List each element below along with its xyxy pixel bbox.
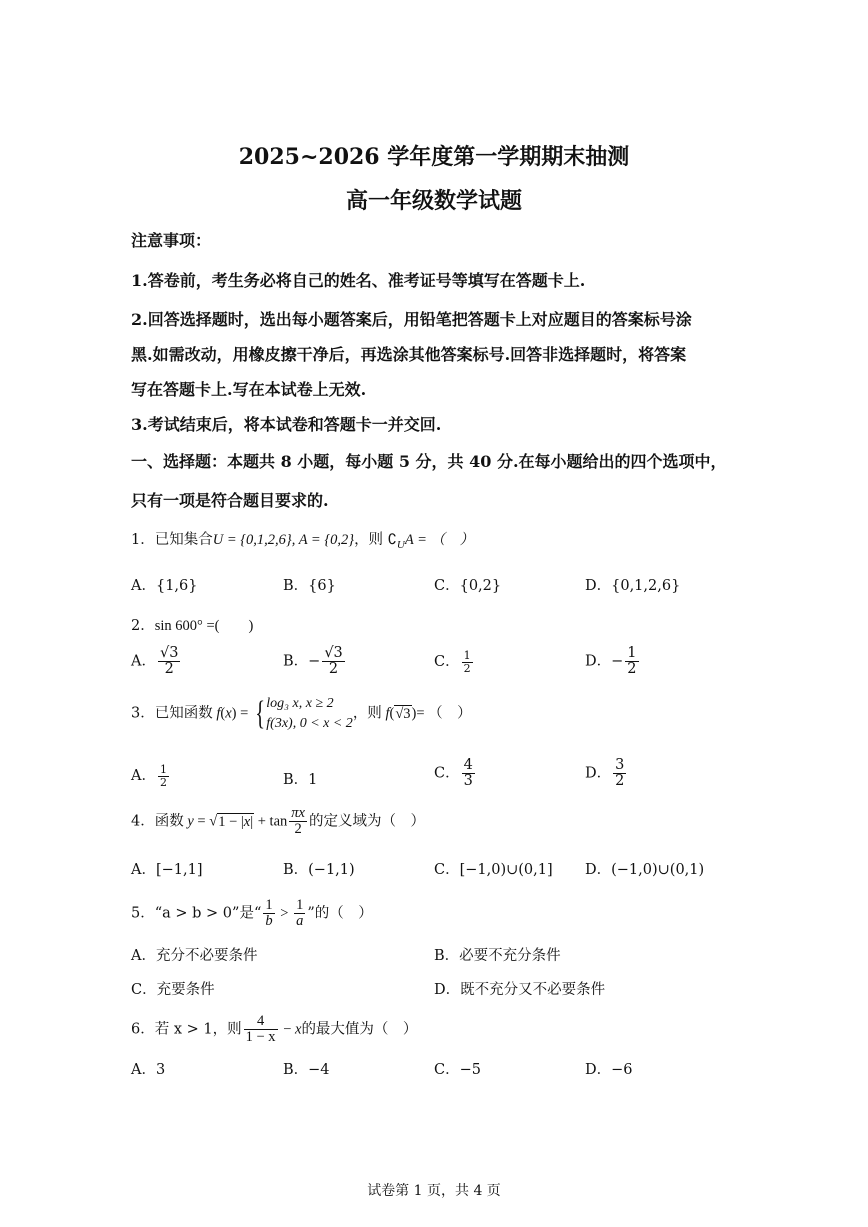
option-d[interactable]: D．(−1,0)∪(0,1) — [585, 862, 705, 878]
numerator: 4 — [463, 757, 473, 773]
denominator: 2 — [627, 661, 637, 678]
question-3: 3．已知函数 f(x) = { log₃ x, x ≥ 2 f(3x), 0 < x < 2 ，则 f(√3)= （ ） — [131, 694, 472, 732]
option-b[interactable]: B．1 — [283, 772, 318, 788]
note-1: 1.答卷前，考生务必将自己的姓名、准考证号等填写在答题卡上. — [131, 271, 586, 290]
question-number: 5． — [131, 905, 155, 922]
exam-title: 2025~2026 学年度第一学期期末抽测 — [238, 144, 630, 170]
numerator: 1 — [159, 763, 167, 776]
note-2a: 2.回答选择题时，选出每小题答案后，用铅笔把答题卡上对应题目的答案标号涂 — [131, 310, 692, 329]
question-number: 1． — [131, 532, 155, 548]
option-label: C． — [434, 765, 460, 782]
note-3: 3.考试结束后，将本试卷和答题卡一并交回. — [131, 415, 442, 434]
page-footer: 试卷第 1 页，共 4 页 — [367, 1183, 501, 1199]
question-tail-2: A = （ ） — [404, 532, 474, 548]
fraction — [158, 764, 169, 788]
section-heading-2: 只有一项是符合题目要求的. — [131, 491, 329, 510]
fraction — [462, 650, 473, 674]
case-2: f(3x), 0 < x < 2 — [266, 715, 353, 731]
question-expression: U = {0,1,2,6}, A = {0,2} — [212, 532, 355, 548]
option-c[interactable]: C．−5 — [434, 1062, 481, 1078]
question-6: 6．若 x > 1，则 $\frac{4}{1 - x}$ − x的最大值为（ ） — [131, 1013, 418, 1046]
piecewise-cases — [266, 694, 353, 733]
fraction — [263, 898, 274, 929]
option-a[interactable] — [131, 646, 182, 677]
numerator: √3 — [159, 645, 179, 661]
numerator: 1 — [463, 649, 471, 662]
option-a[interactable]: A．{1,6} — [131, 578, 198, 594]
question-2 — [131, 614, 253, 635]
left-brace: { — [255, 694, 265, 732]
denominator: 3 — [463, 773, 473, 790]
option-b[interactable]: B．(−1,1) — [283, 862, 355, 878]
option-label: D． — [585, 765, 612, 782]
question-tail: 的最大值为（ ） — [301, 1021, 418, 1038]
option-label: A． — [131, 768, 156, 785]
option-label: A． — [131, 653, 156, 670]
option-a[interactable]: A．充分不必要条件 — [131, 948, 258, 964]
option-b[interactable]: B．−4 — [283, 1062, 330, 1078]
denominator: 2 — [294, 821, 302, 838]
denominator: 1 − x — [245, 1029, 276, 1046]
question-number: 6． — [131, 1021, 155, 1038]
numerator: πx — [291, 805, 305, 821]
note-2c: 写在答题卡上.写在本试卷上无效. — [131, 380, 367, 399]
denominator: b — [265, 913, 273, 930]
numerator: √3 — [324, 645, 343, 661]
option-c[interactable] — [434, 758, 477, 789]
option-d[interactable]: D．既不充分又不必要条件 — [434, 982, 606, 998]
option-a[interactable]: A．[−1,1] — [131, 862, 203, 878]
question-number: 3． — [131, 705, 155, 722]
option-c[interactable]: C．{0,2} — [434, 578, 502, 594]
section-heading-1: 一、选择题：本题共 8 小题，每小题 5 分，共 40 分.在每小题给出的四个选项中， — [131, 452, 727, 471]
denominator: 2 — [615, 773, 625, 790]
denominator: 2 — [164, 661, 174, 678]
fraction — [289, 806, 307, 837]
option-a[interactable] — [131, 764, 171, 788]
note-2b: 黑.如需改动，用橡皮擦干净后，再选涂其他答案标号.回答非选择题时，将答案 — [131, 345, 687, 364]
fraction — [158, 646, 180, 677]
exam-subtitle: 高一年级数学试题 — [345, 188, 522, 214]
question-post: ”的（ ） — [307, 905, 373, 922]
option-b[interactable] — [283, 646, 347, 677]
numerator: 1 — [296, 897, 304, 913]
denominator: a — [296, 913, 304, 930]
denominator: 2 — [328, 661, 339, 678]
option-b[interactable]: B．{6} — [283, 578, 336, 594]
option-d[interactable] — [585, 646, 641, 677]
fraction — [613, 758, 626, 789]
numerator: 3 — [615, 757, 625, 773]
subscript: U — [396, 538, 405, 551]
option-b[interactable]: B．必要不充分条件 — [434, 948, 561, 964]
sqrt-expression: √3 — [395, 705, 411, 722]
fraction — [244, 1014, 278, 1045]
question-4: 4．函数 y = √1 − |x| + tan $\frac{\pi x}{2}$ 的定义域为（ ） — [131, 805, 425, 838]
option-a[interactable]: A．3 — [131, 1062, 166, 1078]
numerator: 1 — [627, 645, 637, 661]
option-label: C． — [434, 654, 460, 671]
option-d[interactable] — [585, 758, 628, 789]
question-1 — [131, 528, 474, 551]
question-pre: “a > b > 0”是“ — [154, 905, 262, 922]
option-c[interactable] — [434, 650, 475, 674]
option-d[interactable]: D．−6 — [585, 1062, 633, 1078]
option-label: B．− — [283, 653, 321, 670]
question-text: 已知集合 — [154, 532, 213, 548]
option-label: D．− — [585, 653, 624, 670]
question-tail: ，则 ∁ — [354, 532, 397, 548]
question-text: 若 x > 1，则 — [154, 1021, 242, 1038]
notes-heading: 注意事项： — [131, 231, 212, 250]
denominator: 2 — [159, 775, 167, 789]
question-text: sin 600° =( ) — [154, 618, 254, 634]
denominator: 2 — [463, 661, 471, 675]
option-c[interactable]: C．[−1,0)∪(0,1] — [434, 862, 553, 878]
question-number: 4． — [131, 813, 155, 830]
case-1: log₃ x, x ≥ 2 — [266, 696, 334, 711]
option-d[interactable]: D．{0,1,2,6} — [585, 578, 681, 594]
fraction — [625, 646, 638, 677]
fraction — [294, 898, 305, 929]
numerator: 4 — [244, 1014, 278, 1030]
fraction — [322, 646, 344, 677]
question-text: 函数 — [154, 813, 184, 830]
question-5: 5．“a > b > 0”是“ $\frac{1}{b}$ > $\frac{1}{a}$ ”的（ ） — [131, 897, 373, 930]
question-tail: ，则 — [352, 705, 382, 722]
option-c[interactable]: C．充要条件 — [131, 982, 215, 998]
sqrt-expression: 1 − |x| — [218, 813, 254, 830]
question-number: 2． — [131, 618, 155, 634]
question-tail: 的定义域为（ ） — [308, 813, 425, 830]
numerator: 1 — [265, 897, 273, 913]
fraction — [462, 758, 475, 789]
question-tail-2: = （ ） — [416, 705, 472, 722]
question-text: 已知函数 — [154, 705, 213, 722]
